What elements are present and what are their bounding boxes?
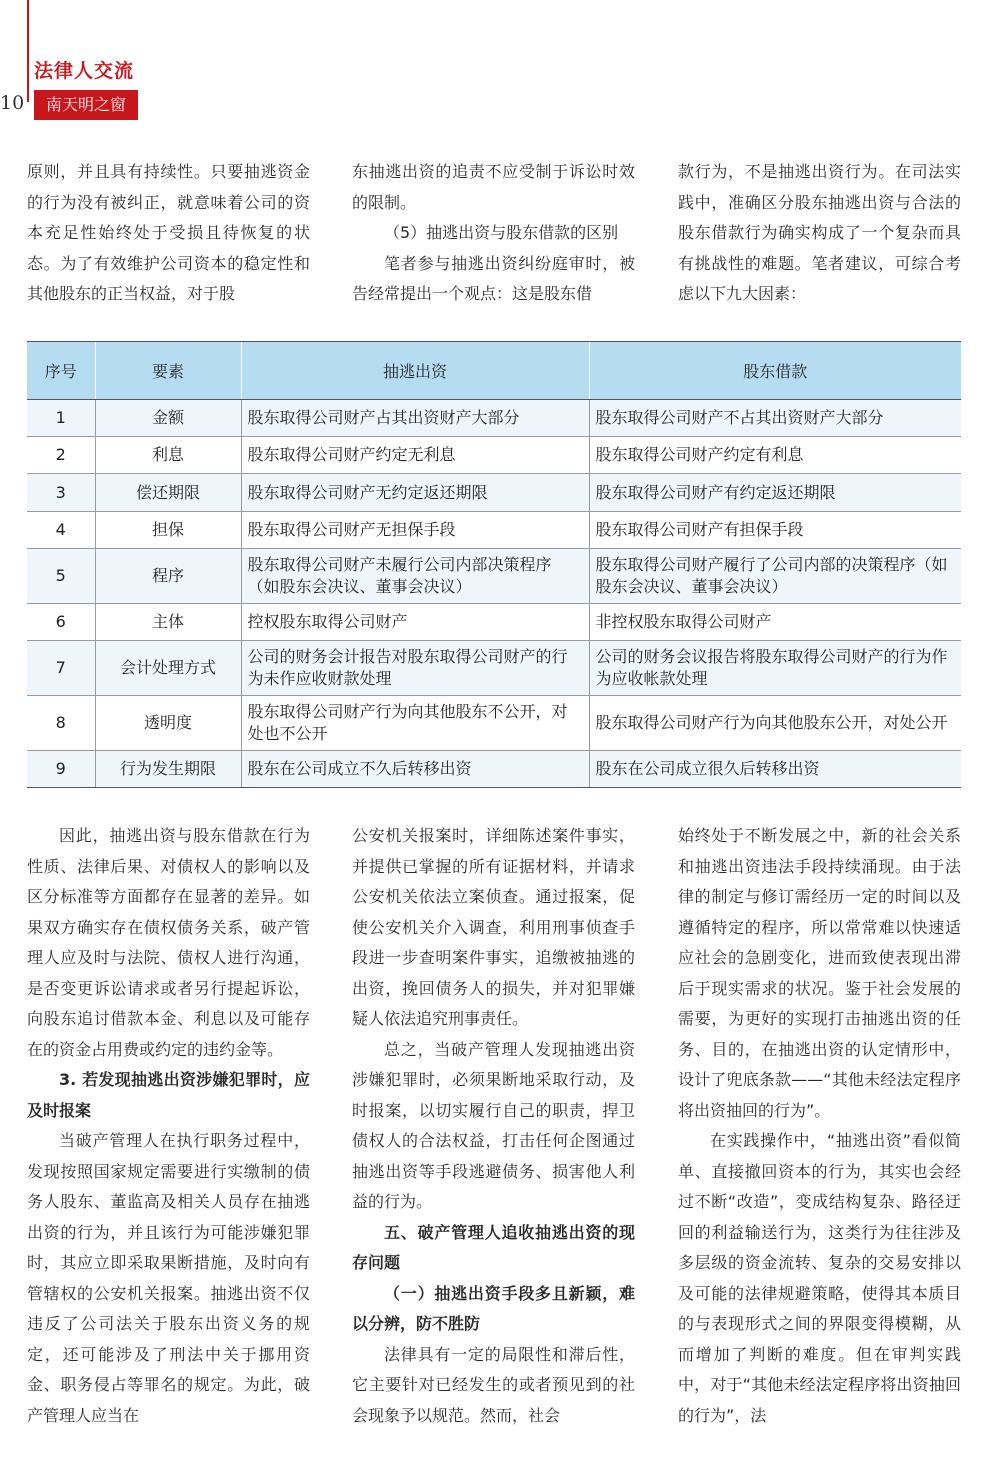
- section-heading: 3. 若发现抽逃出资涉嫌犯罪时，应及时报案: [27, 1070, 310, 1120]
- top-column-3: [678, 157, 961, 319]
- top-column-2: [352, 157, 635, 319]
- header-divider-line: [27, 0, 29, 102]
- header-cell-capital-withdrawal: 抽逃出资: [241, 342, 589, 400]
- cell-factor: 主体: [95, 604, 241, 641]
- paragraph: 始终处于不断发展之中，新的社会关系和抽逃出资违法手段持续涌现。由于法律的制定与修订需经历一定的时间以及遵循特定的程序，所以常常难以快速适应社会的急剧变化，进而致使表现出滞后于现实需求的状况。鉴于社会发展的需要，为更好的实现打击抽逃出资的任务、目的，在抽逃出资的认定情形中，设计了兜底条款——“其他未经法定程序将出资抽回的行为”。: [678, 826, 961, 1120]
- cell-capital-withdrawal: 股东取得公司财产占其出资财产大部分: [241, 400, 589, 437]
- paragraph: 在实践操作中，“抽逃出资”看似简单、直接撤回资本的行为，其实也会经过不断“改造”，变成结构复杂、路径迂回的利益输送行为，这类行为往往涉及多层级的资金流转、复杂的交易安排以及可能的法律规避策略，使得其本质目的与表现形式之间的界限变得模糊，从而增加了判断的难度。但在审判实践中，对于“其他未经法定程序将出资抽回的行为”，法: [678, 1131, 961, 1425]
- cell-capital-withdrawal: 股东取得公司财产未履行公司内部决策程序（如股东会决议、董事会决议）: [241, 549, 589, 604]
- table-row: [27, 604, 961, 641]
- table-row: [27, 549, 961, 604]
- cell-factor: 会计处理方式: [95, 641, 241, 696]
- table-row: [27, 474, 961, 512]
- cell-shareholder-loan: 股东取得公司财产行为向其他股东公开，对处公开: [589, 696, 961, 751]
- section-heading: （一）抽逃出资手段多且新颖，难以分辨，防不胜防: [352, 1283, 635, 1333]
- table-row: [27, 696, 961, 751]
- cell-index: 8: [27, 696, 95, 751]
- cell-shareholder-loan: 股东取得公司财产不占其出资财产大部分: [589, 400, 961, 437]
- cell-capital-withdrawal: 股东取得公司财产行为向其他股东不公开，对处也不公开: [241, 696, 589, 751]
- cell-index: 9: [27, 751, 95, 788]
- cell-shareholder-loan: 股东在公司成立很久后转移出资: [589, 751, 961, 788]
- table-row: [27, 400, 961, 437]
- header-cell-shareholder-loan: 股东借款: [589, 342, 961, 400]
- cell-factor: 担保: [95, 512, 241, 549]
- cell-capital-withdrawal: 公司的财务会计报告对股东取得公司财产的行为未作应收财款处理: [241, 641, 589, 696]
- comparison-table: [27, 341, 961, 788]
- paragraph: 总之，当破产管理人发现抽逃出资涉嫌犯罪时，必须果断地采取行动，及时报案，以切实履行自己的职责，捍卫债权人的合法权益，打击任何企图通过抽逃出资等手段逃避债务、损害他人利益的行为。: [352, 1039, 635, 1211]
- cell-capital-withdrawal: 股东取得公司财产约定无利息: [241, 437, 589, 474]
- table-row: [27, 437, 961, 474]
- paragraph: 款行为，不是抽逃出资行为。在司法实践中，准确区分股东抽逃出资与合法的股东借款行为确实构成了一个复杂而具有挑战性的难题。笔者建议，可综合考虑以下九大因素：: [678, 162, 961, 303]
- cell-shareholder-loan: 公司的财务会议报告将股东取得公司财产的行为作为应收帐款处理: [589, 641, 961, 696]
- header-cell-index: 序号: [27, 342, 95, 400]
- cell-capital-withdrawal: 股东取得公司财产无担保手段: [241, 512, 589, 549]
- cell-factor: 利息: [95, 437, 241, 474]
- cell-capital-withdrawal: 股东取得公司财产无约定返还期限: [241, 474, 589, 512]
- cell-factor: 行为发生期限: [95, 751, 241, 788]
- cell-shareholder-loan: 股东取得公司财产约定有利息: [589, 437, 961, 474]
- cell-index: 2: [27, 437, 95, 474]
- top-column-1: [27, 157, 310, 319]
- cell-factor: 金额: [95, 400, 241, 437]
- cell-factor: 透明度: [95, 696, 241, 751]
- paragraph: 东抽逃出资的追责不应受制于诉讼时效的限制。: [352, 162, 635, 212]
- paragraph: 当破产管理人在执行职务过程中，发现按照国家规定需要进行实缴制的债务人股东、董监高及相关人员存在抽逃出资的行为，并且该行为可能涉嫌犯罪时，其应立即采取果断措施，及时向有管辖权的公安机关报案。抽逃出资不仅违反了公司法关于股东出资义务的规定，还可能涉及了刑法中关于挪用资金、职务侵占等罪名的规定。为此，破产管理人应当在: [27, 1131, 310, 1425]
- paragraph: 法律具有一定的局限性和滞后性，它主要针对已经发生的或者预见到的社会现象予以规范。然而，社会: [352, 1344, 635, 1425]
- table-header-row: [27, 342, 961, 400]
- cell-index: 6: [27, 604, 95, 641]
- column-name-tag: 南天明之窗: [34, 90, 138, 120]
- section-heading: 五、破产管理人追收抽逃出资的现存问题: [352, 1222, 635, 1272]
- cell-shareholder-loan: 非控权股东取得公司财产: [589, 604, 961, 641]
- header-cell-factor: 要素: [95, 342, 241, 400]
- cell-capital-withdrawal: 股东在公司成立不久后转移出资: [241, 751, 589, 788]
- cell-shareholder-loan: 股东取得公司财产有约定返还期限: [589, 474, 961, 512]
- section-title: 法律人交流: [34, 60, 135, 82]
- cell-shareholder-loan: 股东取得公司财产有担保手段: [589, 512, 961, 549]
- bottom-column-3: [678, 821, 961, 1461]
- page-number: 10: [0, 92, 25, 114]
- cell-shareholder-loan: 股东取得公司财产履行了公司内部的决策程序（如股东会决议、董事会决议）: [589, 549, 961, 604]
- table-row: [27, 641, 961, 696]
- paragraph: （5）抽逃出资与股东借款的区别: [384, 223, 619, 242]
- cell-factor: 程序: [95, 549, 241, 604]
- paragraph: 笔者参与抽逃出资纠纷庭审时，被告经常提出一个观点：这是股东借: [352, 253, 635, 303]
- paragraph: 公安机关报案时，详细陈述案件事实，并提供已掌握的所有证据材料，并请求公安机关依法立案侦查。通过报案，促使公安机关介入调查，利用刑事侦查手段进一步查明案件事实，追缴被抽逃的出资，挽回债务人的损失，并对犯罪嫌疑人依法追究刑事责任。: [352, 826, 635, 1028]
- paragraph: 原则，并且具有持续性。只要抽逃资金的行为没有被纠正，就意味着公司的资本充足性始终处于受损且待恢复的状态。为了有效维护公司资本的稳定性和其他股东的正当权益，对于股: [27, 162, 310, 303]
- cell-index: 4: [27, 512, 95, 549]
- cell-factor: 偿还期限: [95, 474, 241, 512]
- cell-index: 5: [27, 549, 95, 604]
- table-row: [27, 512, 961, 549]
- bottom-column-1: [27, 821, 310, 1461]
- cell-index: 3: [27, 474, 95, 512]
- bottom-column-2: [352, 821, 635, 1461]
- paragraph: 因此，抽逃出资与股东借款在行为性质、法律后果、对债权人的影响以及区分标准等方面都存在显著的差异。如果双方确实存在债权债务关系，破产管理人应及时与法院、债权人进行沟通，是否变更诉讼请求或者另行提起诉讼，向股东追讨借款本金、利息以及可能存在的资金占用费或约定的违约金等。: [27, 826, 310, 1059]
- cell-index: 1: [27, 400, 95, 437]
- table-row: [27, 751, 961, 788]
- cell-capital-withdrawal: 控权股东取得公司财产: [241, 604, 589, 641]
- cell-index: 7: [27, 641, 95, 696]
